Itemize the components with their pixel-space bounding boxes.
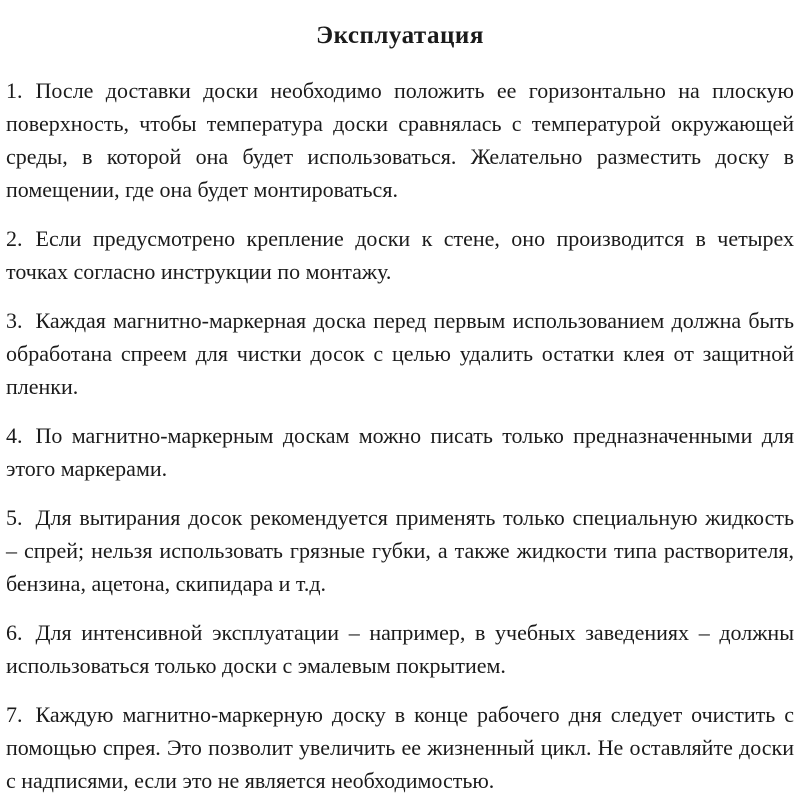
item-5-number: 5. bbox=[6, 505, 23, 530]
list-item-5 bbox=[6, 501, 794, 600]
item-3-number: 3. bbox=[6, 308, 23, 333]
item-1-number: 1. bbox=[6, 78, 23, 103]
list-item-7 bbox=[6, 698, 794, 797]
item-7-text: Каждую магнитно-маркерную доску в конце рабочего дня следует очистить с помощью спрея. Это позволит увеличить ее жизненный цикл. Не оставляйте доски с надписями, если это не является необходимостью. bbox=[6, 702, 794, 793]
item-6-text: Для интенсивной эксплуатации – например, в учебных заведениях – должны использоваться только доски с эмалевым покрытием. bbox=[6, 620, 794, 678]
list-item-4 bbox=[6, 419, 794, 485]
item-1-text: После доставки доски необходимо положить ее горизонтально на плоскую поверхность, чтобы температура доски сравнялась с температурой окружающей среды, в которой она будет использоваться. Желательно разместить доску в помещении, где она будет монтироваться. bbox=[6, 78, 794, 202]
item-3-text: Каждая магнитно-маркерная доска перед первым использованием должна быть обработана спреем для чистки досок с целью удалить остатки клея от защитной пленки. bbox=[6, 308, 794, 399]
item-2-number: 2. bbox=[6, 226, 23, 251]
page-title: Эксплуатация bbox=[316, 22, 484, 49]
item-6-number: 6. bbox=[6, 620, 23, 645]
list-item-1 bbox=[6, 74, 794, 206]
item-4-text: По магнитно-маркерным доскам можно писать только предназначенными для этого маркерами. bbox=[6, 423, 794, 481]
list-item-6 bbox=[6, 616, 794, 682]
item-7-number: 7. bbox=[6, 702, 23, 727]
item-4-number: 4. bbox=[6, 423, 23, 448]
item-5-text: Для вытирания досок рекомендуется применять только специальную жидкость – спрей; нельзя использовать грязные губки, а также жидкости типа растворителя, бензина, ацетона, скипидара и т.д. bbox=[6, 505, 794, 596]
item-2-text: Если предусмотрено крепление доски к стене, оно производится в четырех точках согласно инструкции по монтажу. bbox=[6, 226, 794, 284]
list-item-3 bbox=[6, 304, 794, 403]
list-item-2 bbox=[6, 222, 794, 288]
